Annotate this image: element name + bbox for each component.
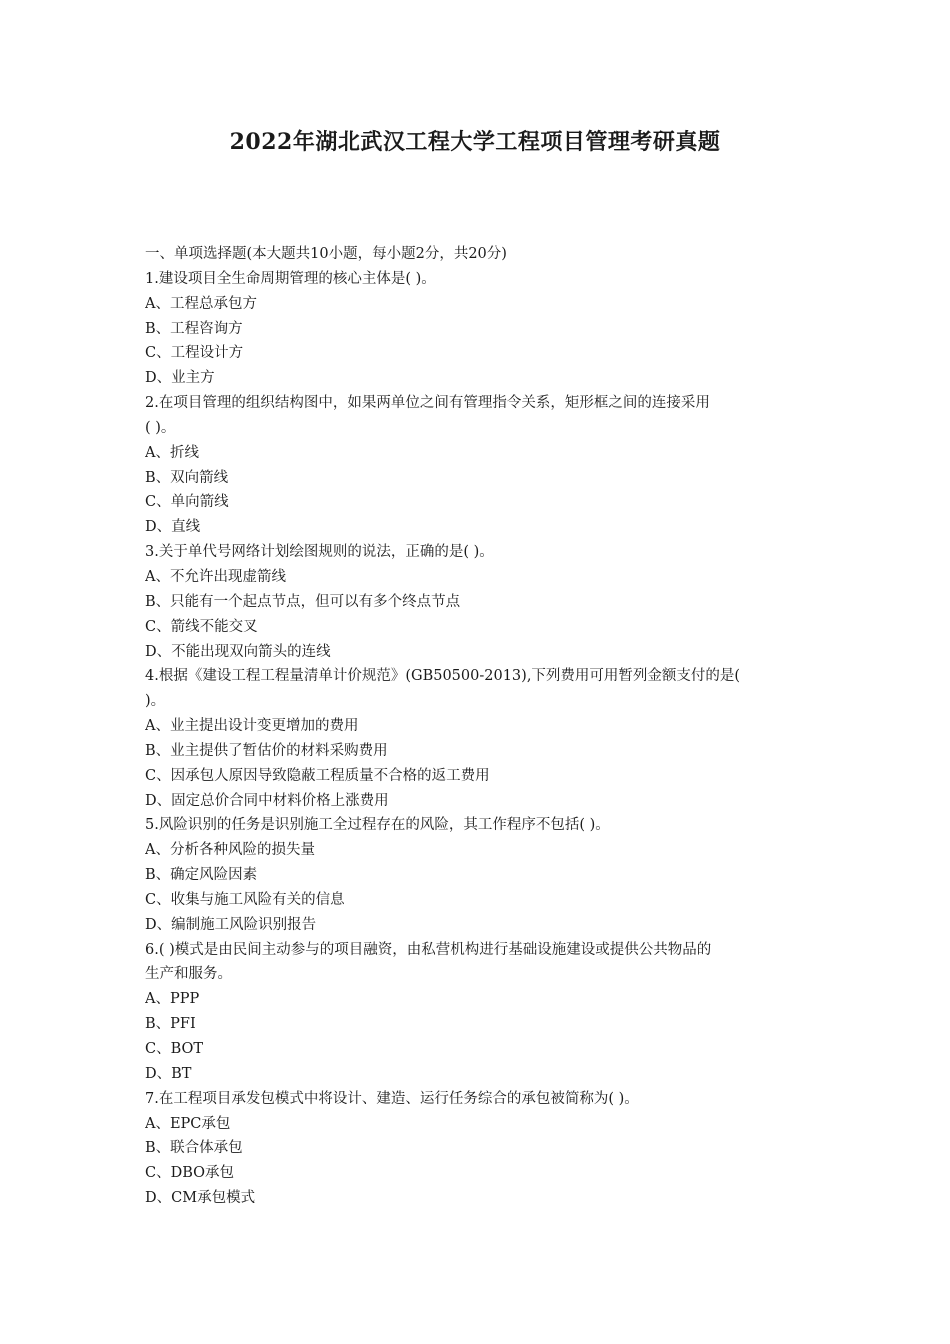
answer-option: A、EPC承包 — [145, 1115, 231, 1132]
answer-option: D、编制施工风险识别报告 — [145, 916, 317, 933]
answer-option: D、CM承包模式 — [145, 1190, 256, 1207]
question-stem: 2.在项目管理的组织结构图中，如果两单位之间有管理指令关系，矩形框之间的连接采用 — [145, 395, 710, 412]
question-2 — [145, 391, 815, 540]
answer-option: B、业主提供了暂估价的材料采购费用 — [145, 742, 388, 759]
answer-option: B、双向箭线 — [145, 469, 229, 486]
answer-option: B、PFI — [145, 1016, 196, 1033]
answer-option: D、业主方 — [145, 370, 215, 387]
answer-option: C、因承包人原因导致隐蔽工程质量不合格的返工费用 — [145, 767, 490, 784]
answer-option: A、分析各种风险的损失量 — [145, 842, 315, 859]
question-6 — [145, 938, 815, 1087]
question-stem: 4.根据《建设工程工程量清单计价规范》(GB50500-2013),下列费用可用暂列金额支付的是( — [145, 668, 741, 685]
question-stem-continued: ( )。 — [145, 419, 176, 436]
answer-option: A、工程总承包方 — [145, 295, 257, 312]
answer-option: D、不能出现双向箭头的连线 — [145, 643, 331, 660]
answer-option: C、收集与施工风险有关的信息 — [145, 891, 345, 908]
question-1 — [145, 267, 815, 391]
question-4 — [145, 664, 815, 813]
question-stem: 3.关于单代号网络计划绘图规则的说法，正确的是( )。 — [145, 544, 494, 561]
question-list — [145, 242, 815, 1211]
question-5 — [145, 813, 815, 937]
answer-option: A、折线 — [145, 444, 199, 461]
question-stem-continued: 生产和服务。 — [145, 966, 232, 983]
answer-option: C、单向箭线 — [145, 494, 229, 511]
answer-option: D、直线 — [145, 519, 201, 536]
answer-option: B、只能有一个起点节点，但可以有多个终点节点 — [145, 593, 461, 610]
section-heading: 一、单项选择题(本大题共10小题，每小题2分，共20分) — [145, 246, 507, 262]
answer-option: B、确定风险因素 — [145, 867, 258, 884]
question-stem: 1.建设项目全生命周期管理的核心主体是( )。 — [145, 270, 436, 287]
answer-option: D、固定总价合同中材料价格上涨费用 — [145, 792, 389, 809]
question-stem: 5.风险识别的任务是识别施工全过程存在的风险，其工作程序不包括( )。 — [145, 817, 610, 834]
question-stem: 7.在工程项目承发包模式中将设计、建造、运行任务综合的承包被简称为( )。 — [145, 1090, 639, 1107]
answer-option: A、业主提出设计变更增加的费用 — [145, 718, 359, 735]
question-stem: 6.( )模式是由民间主动参与的项目融资，由私营机构进行基础设施建设或提供公共物品的 — [145, 941, 712, 958]
answer-option: B、工程咨询方 — [145, 320, 243, 337]
answer-option: C、DBO承包 — [145, 1165, 235, 1182]
answer-option: C、BOT — [145, 1041, 204, 1057]
answer-option: D、BT — [145, 1065, 192, 1082]
answer-option: A、PPP — [145, 991, 200, 1008]
page-title: 2022年湖北武汉工程大学工程项目管理考研真题 — [229, 129, 721, 155]
answer-option: C、箭线不能交叉 — [145, 618, 258, 635]
answer-option: A、不允许出现虚箭线 — [145, 568, 286, 585]
question-3 — [145, 540, 815, 664]
question-stem-continued: )。 — [145, 693, 166, 710]
answer-option: C、工程设计方 — [145, 345, 244, 362]
question-7 — [145, 1087, 815, 1211]
answer-option: B、联合体承包 — [145, 1140, 243, 1157]
